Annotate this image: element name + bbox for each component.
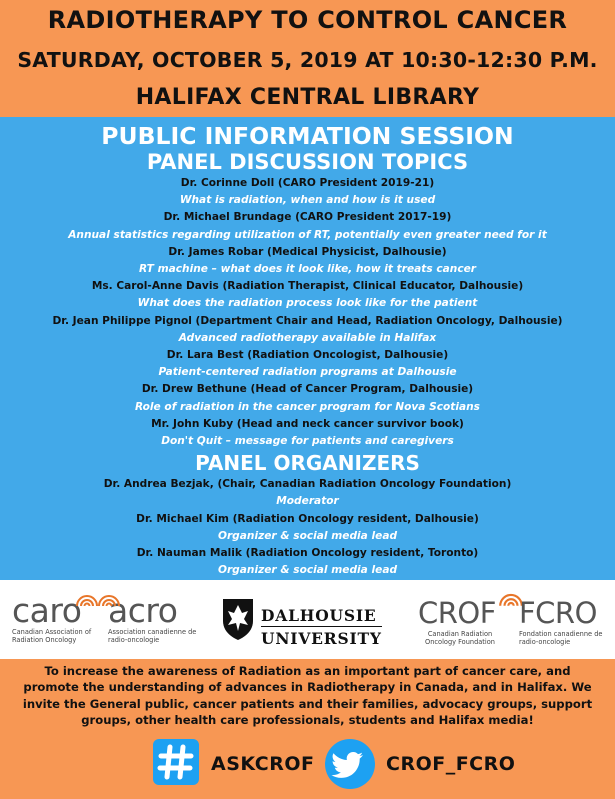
acro-arc-icon [96, 586, 122, 608]
organizer-name: Dr. Michael Kim (Radiation Oncology resident, Dalhousie) [136, 512, 479, 525]
dalhousie-line2: UNIVERSITY [261, 626, 382, 647]
dalhousie-line1: DALHOUSIE [261, 606, 377, 625]
fcro-wordmark: FCRO [519, 596, 597, 630]
organizers-heading: PANEL ORGANIZERS [195, 451, 420, 476]
panelist-name: Dr. Michael Brundage (CARO President 2017-19) [163, 211, 452, 224]
event-date: SATURDAY, OCTOBER 5, 2019 AT 10:30-12:30 P.M. [17, 48, 598, 72]
organizer-role: Organizer & social media lead [217, 564, 398, 577]
crof-logo [418, 596, 508, 646]
panelist-name: Dr. Jean Philippe Pignol (Department Chair and Head, Radiation Oncology, Dalhousie) [52, 314, 563, 327]
panelist-topic: RT machine – what does it look like, how it treats cancer [138, 263, 477, 276]
panelist-name: Ms. Carol-Anne Davis (Radiation Therapist, Clinical Educator, Dalhousie) [91, 280, 524, 293]
footer-message: To increase the awareness of Radiation as an important part of cancer care, and promote the understanding of advances in Radiotherapy in Canada, and in Halifax. We invite the General public, cancer patients and their families, advocacy groups, support groups, other health care professionals, students and Halifax media! [22, 664, 593, 728]
organizer-name: Dr. Andrea Bezjak, (Chair, Canadian Radiation Oncology Foundation) [103, 478, 512, 491]
caro-subtitle: Canadian Association of Radiation Oncology [12, 628, 92, 644]
panelist-name: Dr. Lara Best (Radiation Oncologist, Dalhousie) [166, 349, 449, 362]
panelist-name: Dr. Corinne Doll (CARO President 2019-21) [180, 177, 435, 189]
organizer-role: Moderator [276, 495, 339, 508]
dalhousie-shield-icon [221, 597, 255, 641]
panelist-topic: Advanced radiotherapy available in Halifax [178, 331, 437, 344]
acro-subtitle: Association canadienne de radio-oncologie [108, 628, 197, 644]
panelist-name: Dr. James Robar (Medical Physicist, Dalhousie) [168, 245, 447, 258]
hashtag-icon [153, 739, 199, 785]
organizer-role: Organizer & social media lead [217, 529, 398, 542]
panelist-topic: Don't Quit – message for patients and caregivers [161, 435, 454, 448]
acro-wordmark: acro [108, 591, 178, 630]
panelist-topic: What does the radiation process look like for the patient [137, 297, 478, 310]
topics-heading: PANEL DISCUSSION TOPICS [146, 150, 469, 174]
hashtag-block [153, 739, 323, 789]
twitter-block [324, 739, 524, 789]
caro-wordmark: caro [12, 591, 82, 630]
panelist-topic: Annual statistics regarding utilization of RT, potentially even greater need for it [68, 228, 547, 241]
dalhousie-logo [221, 593, 396, 648]
panelist-name: Dr. Drew Bethune (Head of Cancer Program, Dalhousie) [141, 383, 474, 396]
acro-logo [108, 591, 200, 644]
crof-wordmark: CROF [418, 596, 496, 630]
twitter-handle: CROF_FCRO [386, 753, 516, 775]
event-venue: HALIFAX CENTRAL LIBRARY [135, 85, 480, 110]
panelist-name: Mr. John Kuby (Head and neck cancer survivor book) [151, 417, 464, 430]
fcro-logo [519, 596, 609, 646]
organizer-name: Dr. Nauman Malik (Radiation Oncology resident, Toronto) [136, 547, 479, 560]
hashtag-text: ASKCROF [211, 753, 315, 775]
crof-subtitle: Canadian Radiation Oncology Foundation [425, 630, 495, 646]
dalhousie-wordmark [261, 607, 382, 647]
event-header [0, 0, 615, 117]
panelist-topic: What is radiation, when and how is it used [179, 194, 436, 207]
panelist-topic: Role of radiation in the cancer program for Nova Scotians [135, 400, 480, 413]
session-panel [0, 117, 615, 580]
session-title: PUBLIC INFORMATION SESSION [101, 122, 514, 150]
fcro-subtitle: Fondation canadienne de radio-oncologie [519, 630, 603, 646]
caro-logo [12, 591, 96, 644]
panelist-topic: Patient-centered radiation programs at Dalhousie [158, 366, 457, 379]
twitter-bird-icon [324, 738, 376, 790]
event-title: RADIOTHERAPY TO CONTROL CANCER [47, 6, 568, 34]
